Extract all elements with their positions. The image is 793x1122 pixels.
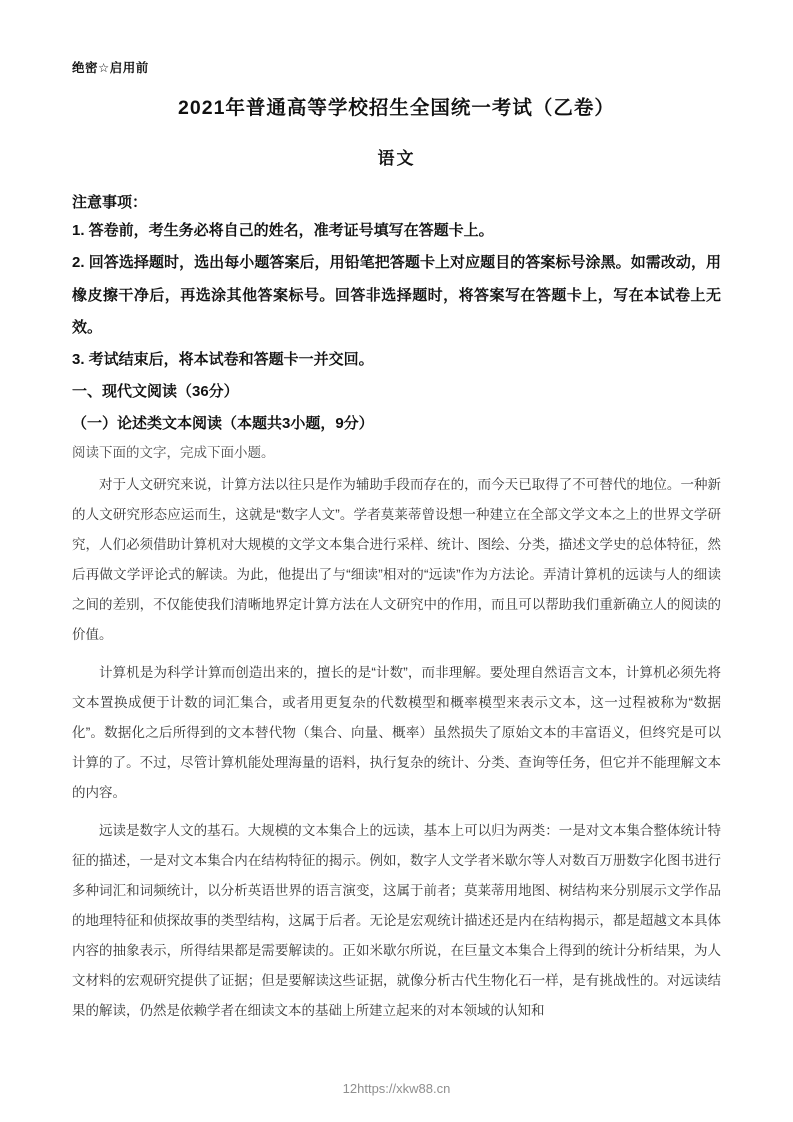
notice-item-3: 3. 考试结束后，将本试卷和答题卡一并交回。 bbox=[72, 351, 374, 368]
classification-label: 绝密☆启用前 bbox=[72, 61, 149, 75]
section-heading-modern-reading: 一、现代文阅读（36分） bbox=[72, 383, 239, 401]
passage-paragraph-2: 计算机是为科学计算而创造出来的，擅长的是“计数”，而非理解。要处理自然语言文本，计算机必须先将文本置换成便于计数的词汇集合，或者用更复杂的代数模型和概率模型来表示文本，这一过程被称为“数据化”。数据化之后所得到的文本替代物（集合、向量、概率）虽然损失了原始文本的丰富语义，但终究是可以计算的了。不过，尽管计算机能处理海量的语料，执行复杂的统计、分类、查询等任务，但它并不能理解文本的内容。 bbox=[72, 665, 721, 800]
notice-item-2: 2. 回答选择题时，选出每小题答案后，用铅笔把答题卡上对应题目的答案标号涂黑。如需改动，用橡皮擦干净后，再选涂其他答案标号。回答非选择题时，将答案写在答题卡上，写在本试卷上无效。 bbox=[72, 254, 721, 336]
notice-item-1: 1. 答卷前，考生务必将自己的姓名，准考证号填写在答题卡上。 bbox=[72, 222, 494, 239]
exam-subject: 语文 bbox=[377, 149, 416, 168]
page-footer bbox=[0, 1081, 793, 1096]
passage-paragraph-3: 远读是数字人文的基石。大规模的文本集合上的远读，基本上可以归为两类：一是对文本集合整体统计特征的描述，一是对文本集合内在结构特征的揭示。例如，数字人文学者米歇尔等人对数百万册数字化图书进行多种词汇和词频统计，以分析英语世界的语言演变，这属于前者；莫莱蒂用地图、树结构来分别展示文学作品的地理特征和侦探故事的类型结构，这属于后者。无论是宏观统计描述还是内在结构揭示，都是超越文本具体内容的抽象表示，所得结果都是需要解读的。正如米歇尔所说，在巨量文本集合上得到的统计分析结果，为人文材料的宏观研究提供了证据；但是要解读这些证据，就像分析古代生物化石一样，是有挑战性的。对远读结果的解读，仍然是依赖学者在细读文本的基础上所建立起来的对本领域的认知和 bbox=[72, 822, 721, 1018]
watermark-url: https://xkw88.cn bbox=[357, 1081, 451, 1096]
passage-paragraph-1: 对于人文研究来说，计算方法以往只是作为辅助手段而存在的，而今天已取得了不可替代的地位。一种新的人文研究形态应运而生，这就是“数字人文”。学者莫莱蒂曾设想一种建立在全部文学文本之上的世界文学研究，人们必须借助计算机对大规模的文学文本集合进行采样、统计、图绘、分类，描述文学史的总体特征，然后再做文学评论式的解读。为此，他提出了与“细读”相对的“远读”作为方法论。弄清计算机的远读与人的细读之间的差别，不仅能使我们清晰地界定计算方法在人文研究中的作用，而且可以帮助我们重新确立人的阅读的价值。 bbox=[72, 477, 721, 643]
reading-instruction: 阅读下面的文字，完成下面小题。 bbox=[72, 445, 275, 461]
page-number: 12 bbox=[342, 1081, 358, 1096]
subsection-heading-argumentative-reading: （一）论述类文本阅读（本题共3小题，9分） bbox=[72, 414, 374, 432]
reading-passage bbox=[72, 470, 721, 1025]
exam-title: 2021年普通高等学校招生全国统一考试（乙卷） bbox=[178, 97, 615, 119]
notices-heading: 注意事项： bbox=[72, 194, 148, 211]
